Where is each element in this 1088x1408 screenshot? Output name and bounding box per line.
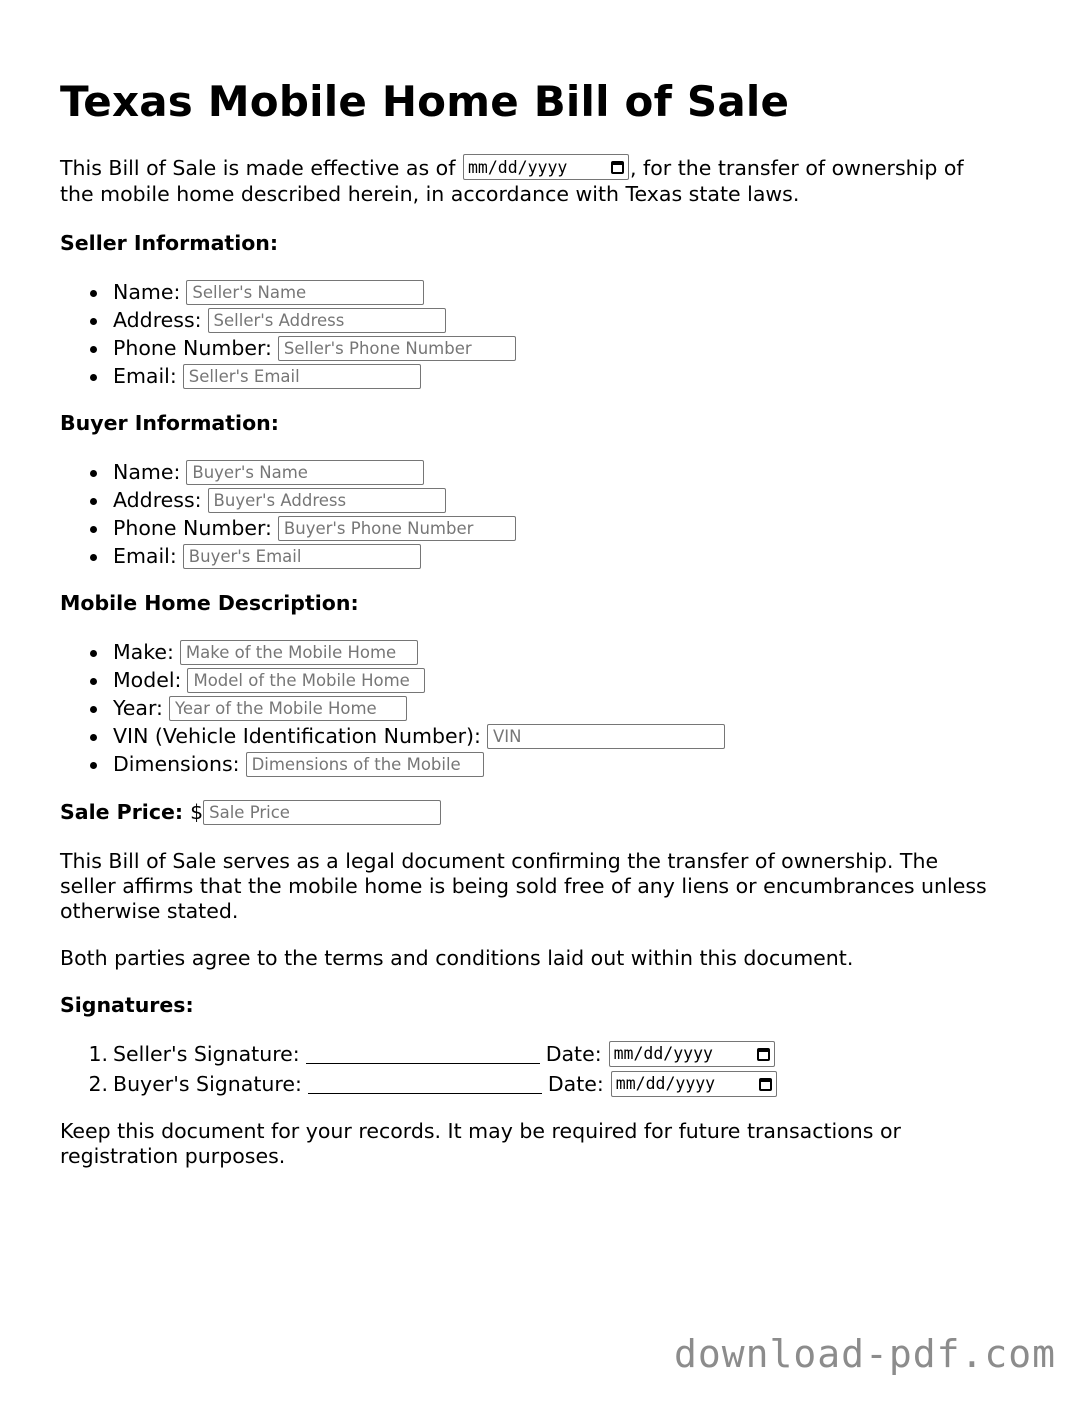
calendar-icon[interactable]: [759, 1078, 772, 1091]
signatures-list: [88, 1039, 777, 1099]
seller-phone-item: [113, 334, 516, 362]
calendar-icon[interactable]: [757, 1048, 770, 1061]
seller-address-item: [113, 306, 516, 334]
buyer-heading: Buyer Information:: [60, 411, 279, 435]
dimensions-input[interactable]: [246, 752, 484, 777]
records-text-line1: Keep this document for your records. It may be required for future transactions or: [60, 1119, 901, 1143]
dimensions-item: [113, 750, 725, 778]
sale-price-row: [60, 800, 441, 825]
buyer-email-input[interactable]: [183, 544, 421, 569]
effective-date-placeholder: mm/dd/yyyy: [467, 157, 568, 177]
buyer-date-label: Date:: [547, 1072, 604, 1096]
model-label: Model:: [113, 668, 182, 692]
sale-price-input[interactable]: [203, 800, 441, 825]
page-title: Texas Mobile Home Bill of Sale: [60, 77, 790, 126]
legal-text-line3: otherwise stated.: [60, 899, 239, 923]
calendar-icon[interactable]: [611, 161, 624, 174]
legal-text-line1: This Bill of Sale serves as a legal document confirming the transfer of ownership. The: [60, 849, 939, 873]
buyer-phone-label: Phone Number:: [113, 516, 272, 540]
buyer-phone-input[interactable]: [278, 516, 516, 541]
legal-text-line2: seller affirms that the mobile home is being sold free of any liens or encumbrances unless: [60, 874, 987, 898]
seller-date-input[interactable]: [609, 1041, 775, 1067]
currency-symbol: $: [190, 800, 204, 824]
make-label: Make:: [113, 640, 174, 664]
make-input[interactable]: [180, 640, 418, 665]
buyer-signature-label: Buyer's Signature:: [113, 1072, 302, 1096]
records-text-line2: registration purposes.: [60, 1144, 286, 1168]
seller-address-label: Address:: [113, 308, 202, 332]
seller-email-label: Email:: [113, 364, 177, 388]
buyer-name-item: [113, 458, 516, 486]
description-field-list: [113, 638, 725, 778]
buyer-phone-item: [113, 514, 516, 542]
intro-text-before-date: This Bill of Sale is made effective as of: [60, 156, 456, 180]
buyer-address-input[interactable]: [208, 488, 446, 513]
seller-heading: Seller Information:: [60, 231, 279, 255]
seller-email-item: [113, 362, 516, 390]
buyer-address-label: Address:: [113, 488, 202, 512]
model-item: [113, 666, 725, 694]
seller-email-input[interactable]: [183, 364, 421, 389]
buyer-signature-item: [88, 1069, 777, 1099]
vin-label: VIN (Vehicle Identification Number):: [113, 724, 481, 748]
seller-signature-item: [88, 1039, 777, 1069]
seller-date-placeholder: mm/dd/yyyy: [613, 1044, 713, 1063]
buyer-signature-number: 2.: [88, 1072, 108, 1096]
seller-signature-number: 1.: [88, 1042, 108, 1066]
seller-phone-input[interactable]: [278, 336, 516, 361]
seller-signature-line[interactable]: [306, 1045, 540, 1064]
signatures-heading: Signatures:: [60, 993, 194, 1017]
description-heading: Mobile Home Description:: [60, 591, 359, 615]
vin-item: [113, 722, 725, 750]
year-label: Year:: [113, 696, 163, 720]
vin-input[interactable]: [487, 724, 725, 749]
buyer-email-item: [113, 542, 516, 570]
sale-price-label: Sale Price:: [60, 800, 184, 824]
effective-date-input[interactable]: [463, 154, 629, 180]
buyer-field-list: [113, 458, 516, 570]
buyer-name-input[interactable]: [186, 460, 424, 485]
watermark-text: download-pdf.com: [673, 1332, 1056, 1376]
seller-name-input[interactable]: [186, 280, 424, 305]
seller-date-label: Date:: [545, 1042, 602, 1066]
intro-text-after-date: , for the transfer of ownership of: [629, 156, 964, 180]
seller-field-list: [113, 278, 516, 390]
agreement-paragraph: Both parties agree to the terms and conditions laid out within this document.: [60, 946, 854, 970]
buyer-email-label: Email:: [113, 544, 177, 568]
buyer-date-input[interactable]: [611, 1071, 777, 1097]
seller-name-item: [113, 278, 516, 306]
make-item: [113, 638, 725, 666]
legal-paragraph: [60, 849, 1030, 924]
seller-phone-label: Phone Number:: [113, 336, 272, 360]
buyer-name-label: Name:: [113, 460, 181, 484]
intro-text-line2: the mobile home described herein, in accordance with Texas state laws.: [60, 182, 800, 206]
seller-address-input[interactable]: [208, 308, 446, 333]
year-item: [113, 694, 725, 722]
buyer-date-placeholder: mm/dd/yyyy: [615, 1074, 716, 1093]
records-paragraph: [60, 1119, 1030, 1169]
year-input[interactable]: [169, 696, 407, 721]
dimensions-label: Dimensions:: [113, 752, 240, 776]
buyer-address-item: [113, 486, 516, 514]
seller-name-label: Name:: [113, 280, 181, 304]
intro-paragraph: [60, 156, 1030, 207]
model-input[interactable]: [187, 668, 425, 693]
seller-signature-label: Seller's Signature:: [113, 1042, 300, 1066]
buyer-signature-line[interactable]: [308, 1075, 542, 1094]
